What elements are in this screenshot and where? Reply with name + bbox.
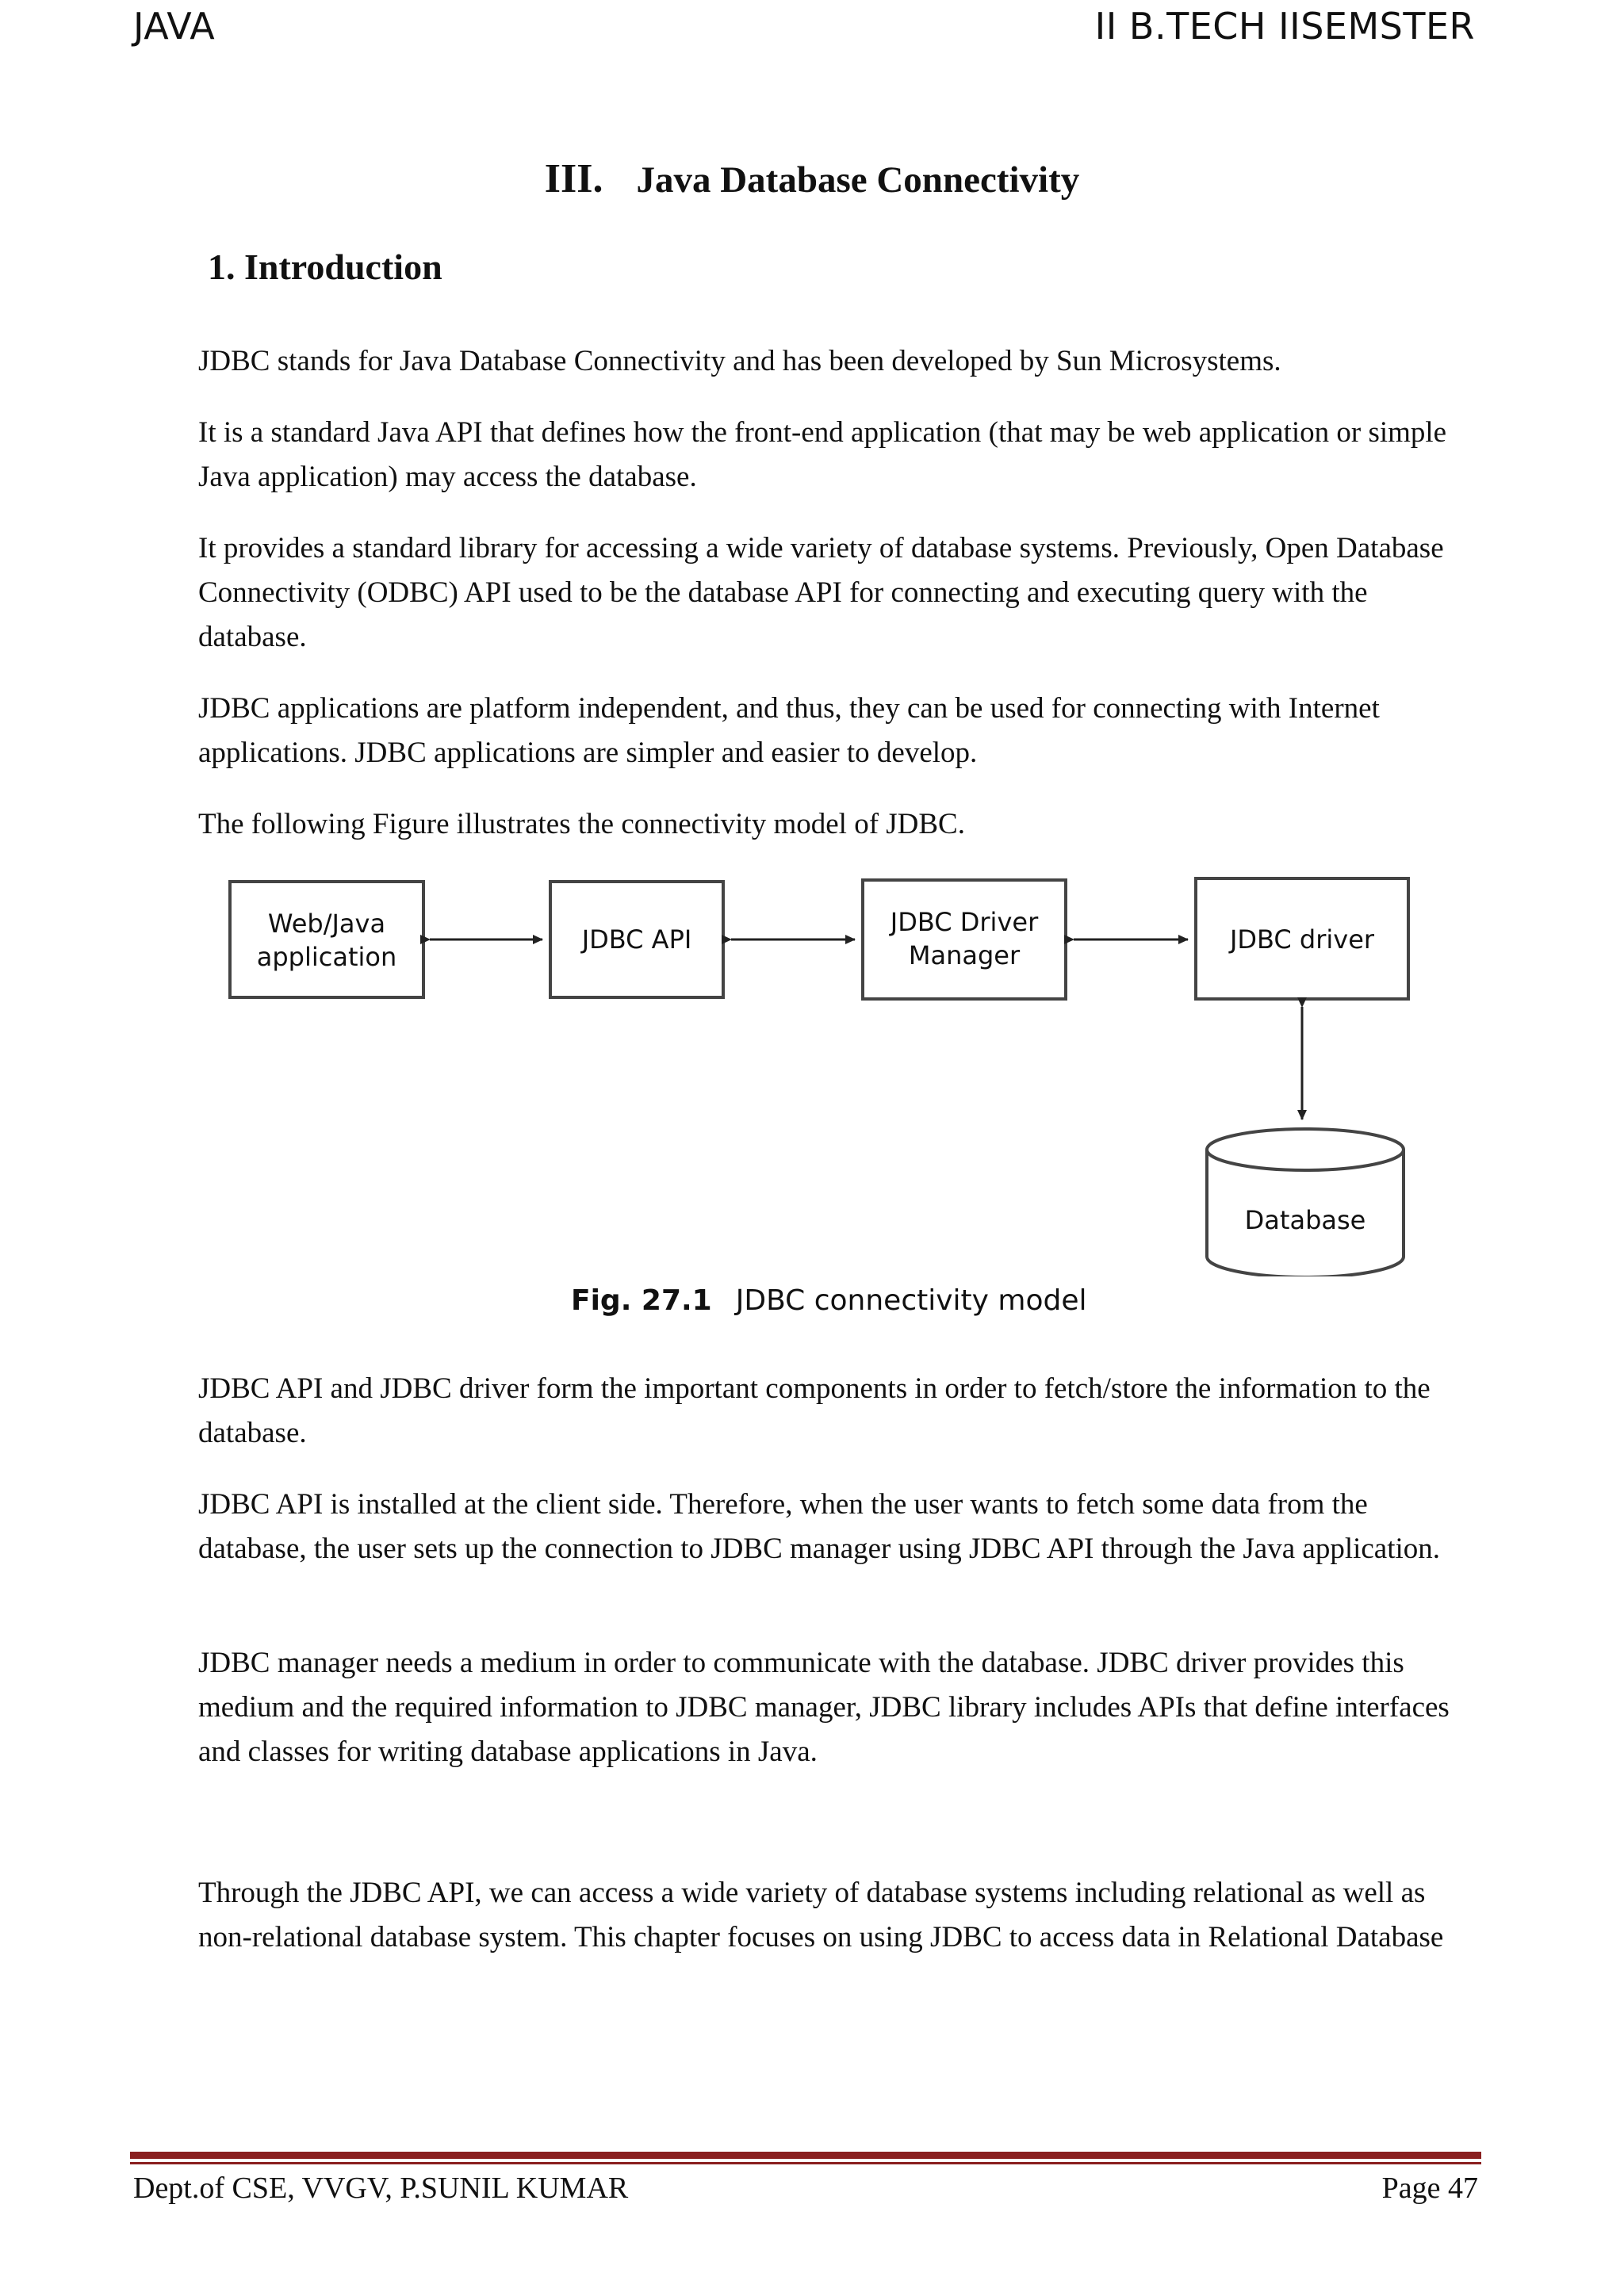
paragraph-9: Through the JDBC API, we can access a wide variety of database systems including relational as well as non-relational database system. This chapter focuses on using JDBC to access data in Relational Database <box>198 1877 1444 1954</box>
jdbc-api-label: JDBC API <box>581 924 692 955</box>
footer-rule-thin <box>130 2162 1481 2164</box>
footer-rule-thick <box>130 2152 1481 2159</box>
jdbc-connectivity-diagram <box>206 864 1459 1340</box>
footer-left: Dept.of CSE, VVGV, P.SUNIL KUMAR <box>133 2172 629 2205</box>
web-app-box <box>230 882 423 997</box>
driver-manager-label-line1: JDBC Driver <box>890 907 1039 937</box>
paragraph-5: The following Figure illustrates the connectivity model of JDBC. <box>198 808 965 840</box>
diagram-svg <box>206 864 1459 1276</box>
footer-page-number: Page 47 <box>1381 2172 1478 2205</box>
section-title: 1. Introduction <box>208 247 442 287</box>
figure-caption-label: Fig. 27.1 <box>571 1284 712 1317</box>
paragraph-2: It is a standard Java API that defines how the front-end application (that may be web application or simple Java application) may access the database. <box>198 416 1447 493</box>
paragraph-4: JDBC applications are platform independent, and thus, they can be used for connecting with Internet applications. JDBC applications are simpler and easier to develop. <box>198 692 1380 769</box>
database-cylinder <box>1207 1129 1404 1276</box>
paragraph-1: JDBC stands for Java Database Connectivity and has been developed by Sun Microsystems. <box>198 345 1281 377</box>
web-app-label-line2: application <box>256 942 397 972</box>
driver-manager-box <box>863 880 1066 999</box>
paragraph-6: JDBC API and JDBC driver form the important components in order to fetch/store the information to the database. <box>198 1372 1431 1449</box>
web-app-label-line1: Web/Java <box>267 909 386 939</box>
header-left: JAVA <box>133 5 216 48</box>
database-label: Database <box>1244 1205 1366 1235</box>
chapter-number: III. <box>544 156 603 201</box>
paragraph-8: JDBC manager needs a medium in order to communicate with the database. JDBC driver provides this medium and the required information to JDBC manager, JDBC library includes APIs that define interfaces and classes for writing database applications in Java. <box>198 1647 1450 1768</box>
chapter-title <box>0 155 1624 202</box>
figure-caption-text: JDBC connectivity model <box>735 1284 1087 1317</box>
driver-manager-label-line2: Manager <box>908 940 1021 970</box>
paragraph-7: JDBC API is installed at the client side. Therefore, when the user wants to fetch some data from the database, the user sets up the connection to JDBC manager using JDBC API through the Java application. <box>198 1488 1441 1565</box>
chapter-title-text: Java Database Connectivity <box>636 159 1080 201</box>
jdbc-driver-label: JDBC driver <box>1229 924 1375 955</box>
figure-caption <box>571 1284 1087 1317</box>
paragraph-3: It provides a standard library for accessing a wide variety of database systems. Previously, Open Database Connectivity (ODBC) API used to be the database API for connecting and executing query with the database. <box>198 532 1444 653</box>
header-right: II B.TECH IISEMSTER <box>1094 5 1475 48</box>
